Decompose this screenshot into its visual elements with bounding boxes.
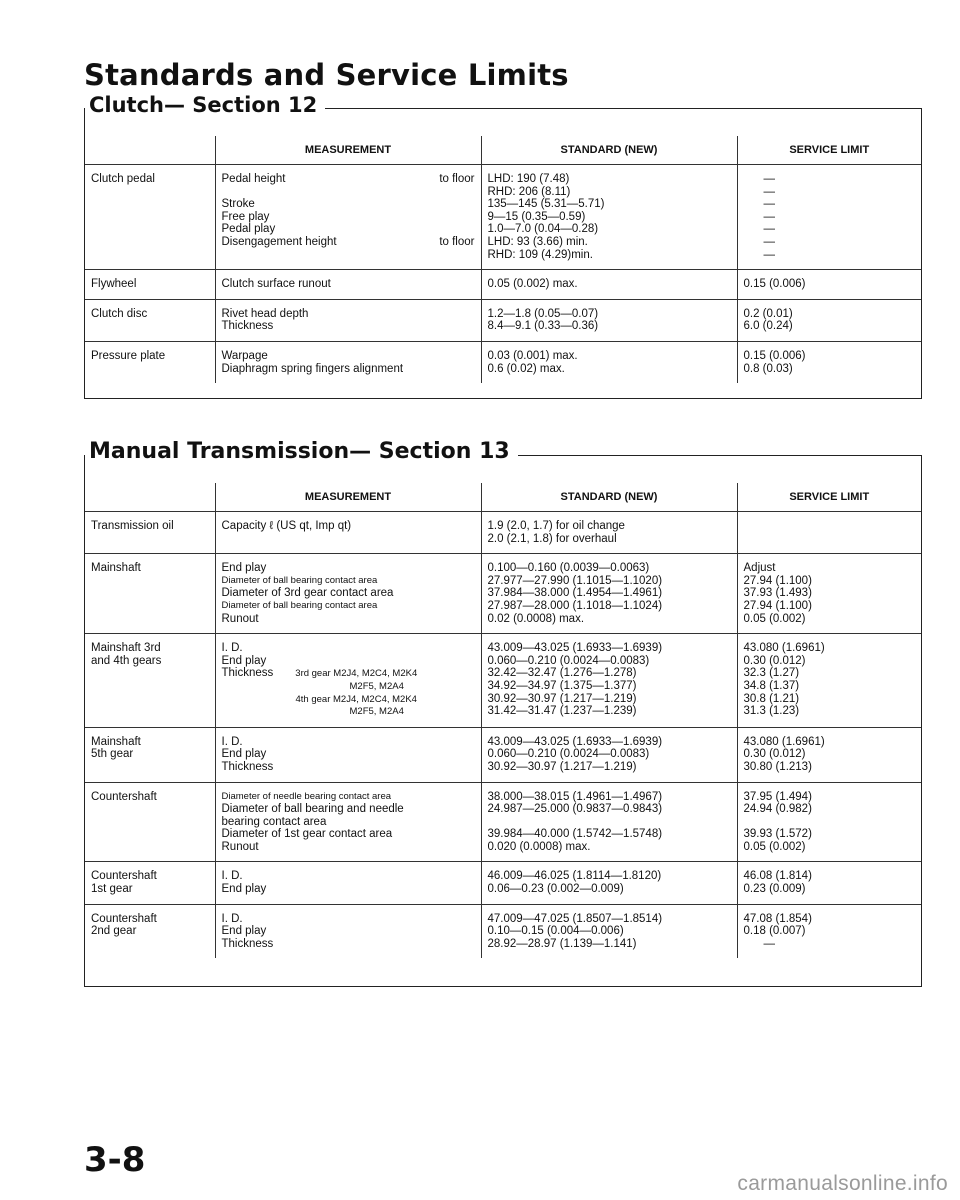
standard-cell xyxy=(481,554,737,634)
standard-cell xyxy=(481,862,737,904)
measurement-cell xyxy=(215,341,481,383)
service-limit-value: 0.2 (0.01) xyxy=(743,307,793,320)
measurement-item xyxy=(222,841,475,854)
measurement-cell xyxy=(215,782,481,862)
standard-value xyxy=(488,816,731,829)
measurement-text: 4th gear M2J4, M2C4, M2K4 xyxy=(295,693,417,705)
standard-cell xyxy=(481,512,737,554)
measurement-text: I. D. xyxy=(221,642,243,655)
part-name: Countershaft xyxy=(91,912,157,925)
standard-value: RHD: 109 (4.29)min. xyxy=(487,248,593,261)
part-header xyxy=(85,136,215,165)
measurement-item xyxy=(222,748,475,761)
measurement-text: Capacity ℓ (US qt, Imp qt) xyxy=(221,520,352,532)
measurement-text: Stroke xyxy=(221,198,255,211)
service-limit-cell xyxy=(737,634,921,728)
part-cell xyxy=(85,165,215,270)
service-limit-value: 37.95 (1.494) xyxy=(743,790,812,803)
standard-value: 47.009—47.025 (1.8507—1.8514) xyxy=(487,912,663,925)
part-name: Countershaft xyxy=(91,870,157,883)
table-row xyxy=(85,862,921,904)
service-limit-cell xyxy=(737,862,921,904)
clutch-header-row xyxy=(85,136,921,165)
standard-value: 1.9 (2.0, 1.7) for oil change xyxy=(487,520,625,532)
part-name: Clutch pedal xyxy=(91,173,155,185)
measurement-cell xyxy=(215,862,481,904)
table-row xyxy=(85,165,921,270)
measurement-text: End play xyxy=(221,748,267,761)
measurement-text: Pedal play xyxy=(221,223,276,236)
service-limit-value: 43.080 (1.6961) xyxy=(743,642,825,655)
service-limit-value xyxy=(744,816,916,829)
manual-transmission-heading: Manual Transmission— Section 13 xyxy=(85,439,518,464)
measurement-text: Thickness xyxy=(221,667,274,680)
measurement-text: Runout xyxy=(221,612,259,625)
measurement-header: MEASUREMENT xyxy=(215,483,481,512)
service-limit-value: 24.94 (0.982) xyxy=(743,803,812,816)
measurement-text: End play xyxy=(221,925,267,938)
measurement-cell xyxy=(215,299,481,341)
measurement-item xyxy=(222,587,475,600)
measurement-cell xyxy=(215,727,481,782)
service-limit-value: 27.94 (1.100) xyxy=(743,574,812,587)
standard-value: 27.987—28.000 (1.1018—1.1024) xyxy=(487,599,663,612)
measurement-item xyxy=(222,223,475,236)
part-name: and 4th gears xyxy=(91,654,162,667)
standard-value: 32.42—32.47 (1.276—1.278) xyxy=(487,667,637,680)
manual-header-row xyxy=(85,483,921,512)
measurement-item xyxy=(222,681,475,694)
service-limit-value: 30.80 (1.213) xyxy=(743,760,812,773)
service-limit-value: 43.080 (1.6961) xyxy=(743,735,825,748)
service-limit-value: — xyxy=(763,198,775,211)
standard-value: 39.984—40.000 (1.5742—1.5748) xyxy=(487,828,663,841)
service-limit-value: 31.3 (1.23) xyxy=(743,705,800,718)
service-limit-value: 46.08 (1.814) xyxy=(743,870,812,883)
measurement-cell xyxy=(215,512,481,554)
part-cell xyxy=(85,341,215,383)
standard-cell xyxy=(481,299,737,341)
measurement-text: Diameter of ball bearing contact area xyxy=(221,599,378,611)
table-row xyxy=(85,727,921,782)
part-name: Pressure plate xyxy=(91,349,166,362)
table-row xyxy=(85,341,921,383)
clutch-spec-table xyxy=(85,136,921,383)
standard-value: 9—15 (0.35—0.59) xyxy=(487,210,586,223)
measurement-note: to floor xyxy=(439,173,475,185)
measurement-text: I. D. xyxy=(221,912,243,925)
standard-cell xyxy=(481,727,737,782)
part-header xyxy=(85,483,215,512)
measurement-item xyxy=(222,278,475,291)
measurement-text: Disengagement height xyxy=(221,235,337,248)
standard-value: 1.2—1.8 (0.05—0.07) xyxy=(487,307,599,320)
measurement-cell xyxy=(215,634,481,728)
standard-value: 0.05 (0.002) max. xyxy=(487,278,578,291)
standard-value: 0.060—0.210 (0.0024—0.0083) xyxy=(487,748,650,761)
service-limit-value: 30.8 (1.21) xyxy=(743,692,800,705)
service-limit-cell xyxy=(737,341,921,383)
table-row xyxy=(85,270,921,300)
measurement-text: Diameter of 3rd gear contact area xyxy=(221,587,394,600)
standard-value: 0.03 (0.001) max. xyxy=(487,349,578,362)
service-limit-value: 0.8 (0.03) xyxy=(743,362,793,375)
measurement-text: Pedal height xyxy=(221,173,286,185)
measurement-item xyxy=(222,562,475,575)
service-limit-value: — xyxy=(763,937,775,950)
standard-value: 38.000—38.015 (1.4961—1.4967) xyxy=(487,790,663,803)
measurement-item xyxy=(222,642,475,655)
service-limit-value: 0.30 (0.012) xyxy=(743,748,806,761)
measurement-item xyxy=(222,870,475,883)
measurement-text: Runout xyxy=(221,840,259,853)
part-cell xyxy=(85,904,215,958)
service-limit-cell xyxy=(737,165,921,270)
standard-header: STANDARD (NEW) xyxy=(481,136,737,165)
standard-cell xyxy=(481,341,737,383)
measurement-text: Thickness xyxy=(221,937,274,950)
manual-transmission-section xyxy=(84,439,922,987)
measurement-item xyxy=(222,236,475,249)
standard-value: LHD: 93 (3.66) min. xyxy=(487,235,588,248)
measurement-item xyxy=(222,694,475,707)
part-cell xyxy=(85,299,215,341)
service-limit-value: — xyxy=(763,235,775,248)
service-limit-value: 0.05 (0.002) xyxy=(743,612,806,625)
table-row xyxy=(85,299,921,341)
standard-value: 8.4—9.1 (0.33—0.36) xyxy=(487,320,599,333)
measurement-cell xyxy=(215,165,481,270)
standard-value: 27.977—27.990 (1.1015—1.1020) xyxy=(487,574,663,587)
part-name: Mainshaft xyxy=(91,735,141,748)
part-name: Transmission oil xyxy=(91,520,174,532)
service-limit-value: 34.8 (1.37) xyxy=(743,679,800,692)
table-row xyxy=(85,782,921,862)
standard-value: 30.92—30.97 (1.217—1.219) xyxy=(487,692,637,705)
service-limit-cell xyxy=(737,904,921,958)
measurement-item xyxy=(222,803,475,816)
clutch-table-body xyxy=(85,165,921,384)
part-name: Mainshaft xyxy=(91,562,141,575)
part-name: Clutch disc xyxy=(91,307,148,320)
page-number: 3-8 xyxy=(84,1140,146,1180)
standard-value: 31.42—31.47 (1.237—1.239) xyxy=(487,705,637,718)
measurement-cell xyxy=(215,904,481,958)
service-limit-value: — xyxy=(763,173,775,185)
measurement-item xyxy=(222,211,475,224)
measurement-item xyxy=(222,925,475,938)
service-limit-cell xyxy=(737,270,921,300)
measurement-item xyxy=(222,186,475,199)
part-name: 2nd gear xyxy=(91,925,137,938)
service-limit-value: 0.15 (0.006) xyxy=(743,278,806,291)
measurement-item xyxy=(222,816,475,829)
standard-value: 30.92—30.97 (1.217—1.219) xyxy=(487,760,637,773)
measurement-text: Free play xyxy=(221,210,270,223)
measurement-item xyxy=(222,913,475,926)
measurement-text: Diameter of 1st gear contact area xyxy=(221,828,393,841)
service-limit-value: Adjust xyxy=(743,562,776,575)
measurement-item xyxy=(222,308,475,321)
service-limit-cell xyxy=(737,727,921,782)
standard-value: 0.06—0.23 (0.002—0.009) xyxy=(487,883,624,896)
service-limit-value: — xyxy=(763,210,775,223)
service-limit-value: — xyxy=(763,248,775,261)
measurement-text: I. D. xyxy=(221,735,243,748)
standard-value: 34.92—34.97 (1.375—1.377) xyxy=(487,679,637,692)
service-limit-cell xyxy=(737,782,921,862)
standard-value: 37.984—38.000 (1.4954—1.4961) xyxy=(487,587,663,600)
part-cell xyxy=(85,862,215,904)
standard-value: 0.100—0.160 (0.0039—0.0063) xyxy=(487,562,650,575)
service-limit-cell xyxy=(737,512,921,554)
measurement-cell xyxy=(215,554,481,634)
measurement-item xyxy=(222,938,475,951)
measurement-note: 3rd gear M2J4, M2C4, M2K4 xyxy=(295,668,418,680)
measurement-item xyxy=(222,320,475,333)
standard-value: 0.020 (0.0008) max. xyxy=(487,840,591,853)
standard-value: RHD: 206 (8.11) xyxy=(487,185,571,198)
measurement-text: Clutch surface runout xyxy=(221,278,331,291)
table-row xyxy=(85,512,921,554)
measurement-text: End play xyxy=(221,883,267,896)
part-cell xyxy=(85,512,215,554)
service-limit-value: 32.3 (1.27) xyxy=(743,667,800,680)
standard-value: 0.060—0.210 (0.0024—0.0083) xyxy=(487,654,650,667)
service-limit-value: 39.93 (1.572) xyxy=(743,828,812,841)
standard-value: 46.009—46.025 (1.8114—1.8120) xyxy=(487,870,662,883)
measurement-text: End play xyxy=(221,562,267,575)
service-limit-value: 0.30 (0.012) xyxy=(743,654,806,667)
measurement-text: bearing contact area xyxy=(221,815,327,828)
service-limit-value: 0.18 (0.007) xyxy=(743,925,806,938)
standard-cell xyxy=(481,904,737,958)
service-limit-header: SERVICE LIMIT xyxy=(737,136,921,165)
clutch-section-heading: Clutch— Section 12 xyxy=(85,93,325,117)
manual-transmission-spec-table xyxy=(85,483,921,958)
part-name: Mainshaft 3rd xyxy=(91,642,161,655)
measurement-text: I. D. xyxy=(221,870,243,883)
service-limit-value: 0.05 (0.002) xyxy=(743,840,806,853)
part-name: Flywheel xyxy=(91,278,137,291)
part-cell xyxy=(85,554,215,634)
measurement-header: MEASUREMENT xyxy=(215,136,481,165)
measurement-cell xyxy=(215,270,481,300)
measurement-item xyxy=(222,600,475,613)
part-cell xyxy=(85,782,215,862)
measurement-text: Thickness xyxy=(221,320,274,333)
part-cell xyxy=(85,727,215,782)
measurement-text: Diaphragm spring fingers alignment xyxy=(221,362,404,375)
measurement-text: M2F5, M2A4 xyxy=(349,706,404,718)
standard-value: LHD: 190 (7.48) xyxy=(487,173,570,185)
standard-value: 0.10—0.15 (0.004—0.006) xyxy=(487,925,624,938)
clutch-section xyxy=(84,93,922,399)
part-name: 5th gear xyxy=(91,748,134,761)
service-limit-value: 0.23 (0.009) xyxy=(743,883,806,896)
service-limit-value: — xyxy=(763,185,775,198)
service-limit-header: SERVICE LIMIT xyxy=(737,483,921,512)
measurement-item xyxy=(222,575,475,588)
measurement-item xyxy=(222,791,475,804)
service-limit-cell xyxy=(737,554,921,634)
service-limit-value: 27.94 (1.100) xyxy=(743,599,812,612)
standard-cell xyxy=(481,270,737,300)
measurement-item xyxy=(222,520,475,533)
standard-value: 135—145 (5.31—5.71) xyxy=(487,198,605,211)
standard-cell xyxy=(481,634,737,728)
standard-value: 0.6 (0.02) max. xyxy=(487,362,565,375)
measurement-item xyxy=(222,363,475,376)
manual-table-body xyxy=(85,512,921,959)
table-row xyxy=(85,634,921,728)
measurement-text: End play xyxy=(221,654,267,667)
service-limit-value: 47.08 (1.854) xyxy=(743,912,812,925)
measurement-item xyxy=(222,736,475,749)
measurement-note: to floor xyxy=(439,235,475,248)
part-cell xyxy=(85,270,215,300)
measurement-item xyxy=(222,828,475,841)
standard-value: 43.009—43.025 (1.6933—1.6939) xyxy=(487,642,663,655)
service-limit-value: — xyxy=(763,223,775,236)
measurement-text: Warpage xyxy=(221,349,268,362)
measurement-text: Diameter of needle bearing contact area xyxy=(221,790,392,802)
standard-value: 28.92—28.97 (1.139—1.141) xyxy=(487,937,637,950)
measurement-text: Rivet head depth xyxy=(221,307,309,320)
standard-value: 1.0—7.0 (0.04—0.28) xyxy=(487,223,599,236)
measurement-item xyxy=(222,350,475,363)
measurement-item xyxy=(222,655,475,668)
part-cell xyxy=(85,634,215,728)
measurement-item xyxy=(222,706,475,719)
standard-value: 24.987—25.000 (0.9837—0.9843) xyxy=(487,803,663,816)
service-limit-value: 37.93 (1.493) xyxy=(743,587,812,600)
table-row xyxy=(85,904,921,958)
measurement-text: Diameter of ball bearing contact area xyxy=(221,574,378,586)
standard-cell xyxy=(481,782,737,862)
watermark: carmanualsonline.info xyxy=(737,1172,948,1195)
service-limit-value: 6.0 (0.24) xyxy=(743,320,793,333)
measurement-item xyxy=(222,667,475,681)
measurement-item xyxy=(222,613,475,626)
page-title: Standards and Service Limits xyxy=(84,58,569,92)
measurement-item xyxy=(222,173,475,186)
measurement-text: M2F5, M2A4 xyxy=(349,680,404,692)
standard-header: STANDARD (NEW) xyxy=(481,483,737,512)
table-row xyxy=(85,554,921,634)
standard-value: 43.009—43.025 (1.6933—1.6939) xyxy=(487,735,663,748)
standard-value: 0.02 (0.0008) max. xyxy=(487,612,585,625)
service-limit-cell xyxy=(737,299,921,341)
measurement-item xyxy=(222,883,475,896)
measurement-text: Thickness xyxy=(221,760,274,773)
measurement-item xyxy=(222,761,475,774)
standard-cell xyxy=(481,165,737,270)
standard-value: 2.0 (2.1, 1.8) for overhaul xyxy=(487,532,617,545)
measurement-text: Diameter of ball bearing and needle xyxy=(221,803,404,816)
service-limit-value: 0.15 (0.006) xyxy=(743,349,806,362)
part-name: Countershaft xyxy=(91,790,157,803)
measurement-item xyxy=(222,198,475,211)
part-name: 1st gear xyxy=(91,883,133,896)
